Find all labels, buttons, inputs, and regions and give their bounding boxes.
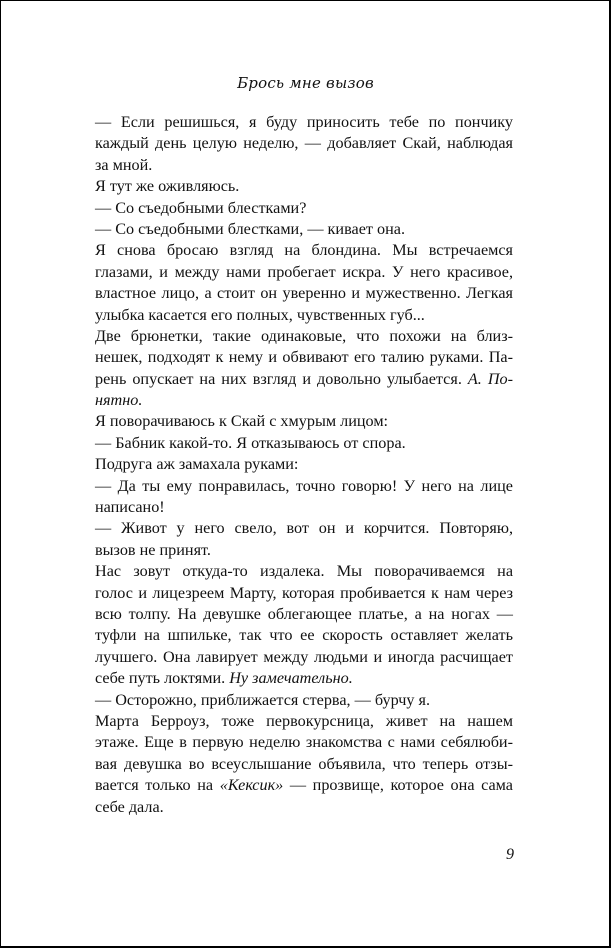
text-span: Две брюнетки, такие одинаковые, что похожи на близ- [95, 326, 513, 345]
text-span: рень опускает на них взгляд и довольно улыбается. [95, 369, 468, 388]
text-span: Я поворачиваюсь к Скай с хмурым лицом: [95, 412, 389, 431]
text-line [95, 454, 513, 475]
text-line [95, 240, 513, 261]
page-number: 9 [506, 846, 514, 863]
text-span: — прозвище, которое она сама [283, 776, 513, 795]
text-span: себе путь локтями. [95, 669, 230, 688]
text-span: этаже. Еще в первую неделю знакомства с нами себялюби- [95, 733, 513, 752]
text-line [95, 476, 513, 497]
text-span: туфли на шпильке, так что ее скорость оставляет желать [95, 626, 513, 645]
text-span: Марта Берроуз, тоже первокурсница, живет на нашем [95, 711, 513, 730]
text-line [95, 711, 513, 732]
text-line [95, 219, 513, 240]
text-line [95, 262, 513, 283]
text-line [95, 155, 513, 176]
text-span: всю толпу. На девушке облегающее платье, а на ногах — [95, 604, 513, 623]
text-span: Я тут же оживляюсь. [95, 177, 240, 196]
text-line [95, 411, 513, 432]
text-line [95, 198, 513, 219]
text-line [95, 433, 513, 454]
text-span: вызов не принят. [95, 540, 211, 559]
text-span: вается только на [95, 776, 220, 795]
text-span: — Да ты ему понравилась, точно говорю! У него на лице [95, 476, 513, 495]
text-line [95, 369, 513, 390]
text-line [95, 112, 513, 133]
text-span: властное лицо, а стоит он уверенно и мужественно. Легкая [95, 284, 513, 303]
italic-text: А. По- [467, 369, 513, 388]
text-line [95, 647, 513, 668]
text-span: улыбка касается его полных, чувственных губ... [95, 305, 425, 324]
text-span: — Со съедобными блестками? [95, 198, 307, 217]
running-head: Брось мне вызов [237, 74, 374, 92]
text-line [95, 326, 513, 347]
italic-text: «Кексик» [219, 776, 284, 795]
text-line [95, 347, 513, 368]
text-line [95, 518, 513, 539]
text-span: вая девушка во всеуслышание объявила, что теперь отзы- [95, 754, 513, 773]
text-span: — Живот у него свело, вот он и корчится. Повторяю, [95, 519, 513, 538]
text-span: — Бабник какой-то. Я отказываюсь от спора. [95, 433, 406, 452]
text-span: Нас зовут откуда-то издалека. Мы поворачиваемся на [95, 562, 513, 581]
text-span: лучшего. Она лавирует между людьми и иногда расчищает [95, 647, 513, 666]
text-span: Я снова бросаю взгляд на блондина. Мы встречаемся [95, 241, 513, 260]
text-line [95, 668, 513, 689]
text-line [95, 540, 513, 561]
text-line [95, 176, 513, 197]
text-span: за мной. [95, 155, 153, 174]
text-line [95, 604, 513, 625]
text-line [95, 133, 513, 154]
text-line [95, 561, 513, 582]
text-span: Подруга аж замахала руками: [95, 455, 299, 474]
text-line [95, 625, 513, 646]
italic-text: нятно. [95, 391, 143, 410]
text-span: голос и лицезреем Марту, которая пробивается к нам через [95, 583, 513, 602]
text-span: — Если решишься, я буду приносить тебе по пончику [95, 113, 513, 131]
text-line [95, 775, 513, 796]
text-line [95, 754, 513, 775]
text-line [95, 732, 513, 753]
italic-text: Ну замечательно. [229, 669, 353, 688]
body-text [95, 112, 513, 818]
text-span: себе дала. [95, 797, 164, 816]
text-span: каждый день целую неделю, — добавляет Скай, наблюдая [95, 134, 513, 153]
text-line [95, 283, 513, 304]
text-span: глазами, и между нами пробегает искра. У него красивое, [95, 262, 513, 281]
text-span: написано! [95, 498, 165, 517]
text-line [95, 583, 513, 604]
text-line [95, 690, 513, 711]
text-span: — Осторожно, приближается стерва, — бурчу я. [95, 690, 431, 709]
text-line [95, 797, 513, 818]
text-line [95, 305, 513, 326]
text-span: — Со съедобными блестками, — кивает она. [95, 219, 405, 238]
text-line [95, 497, 513, 518]
text-line [95, 390, 513, 411]
text-span: нешек, подходят к нему и обвивают его талию руками. Па- [95, 348, 513, 367]
